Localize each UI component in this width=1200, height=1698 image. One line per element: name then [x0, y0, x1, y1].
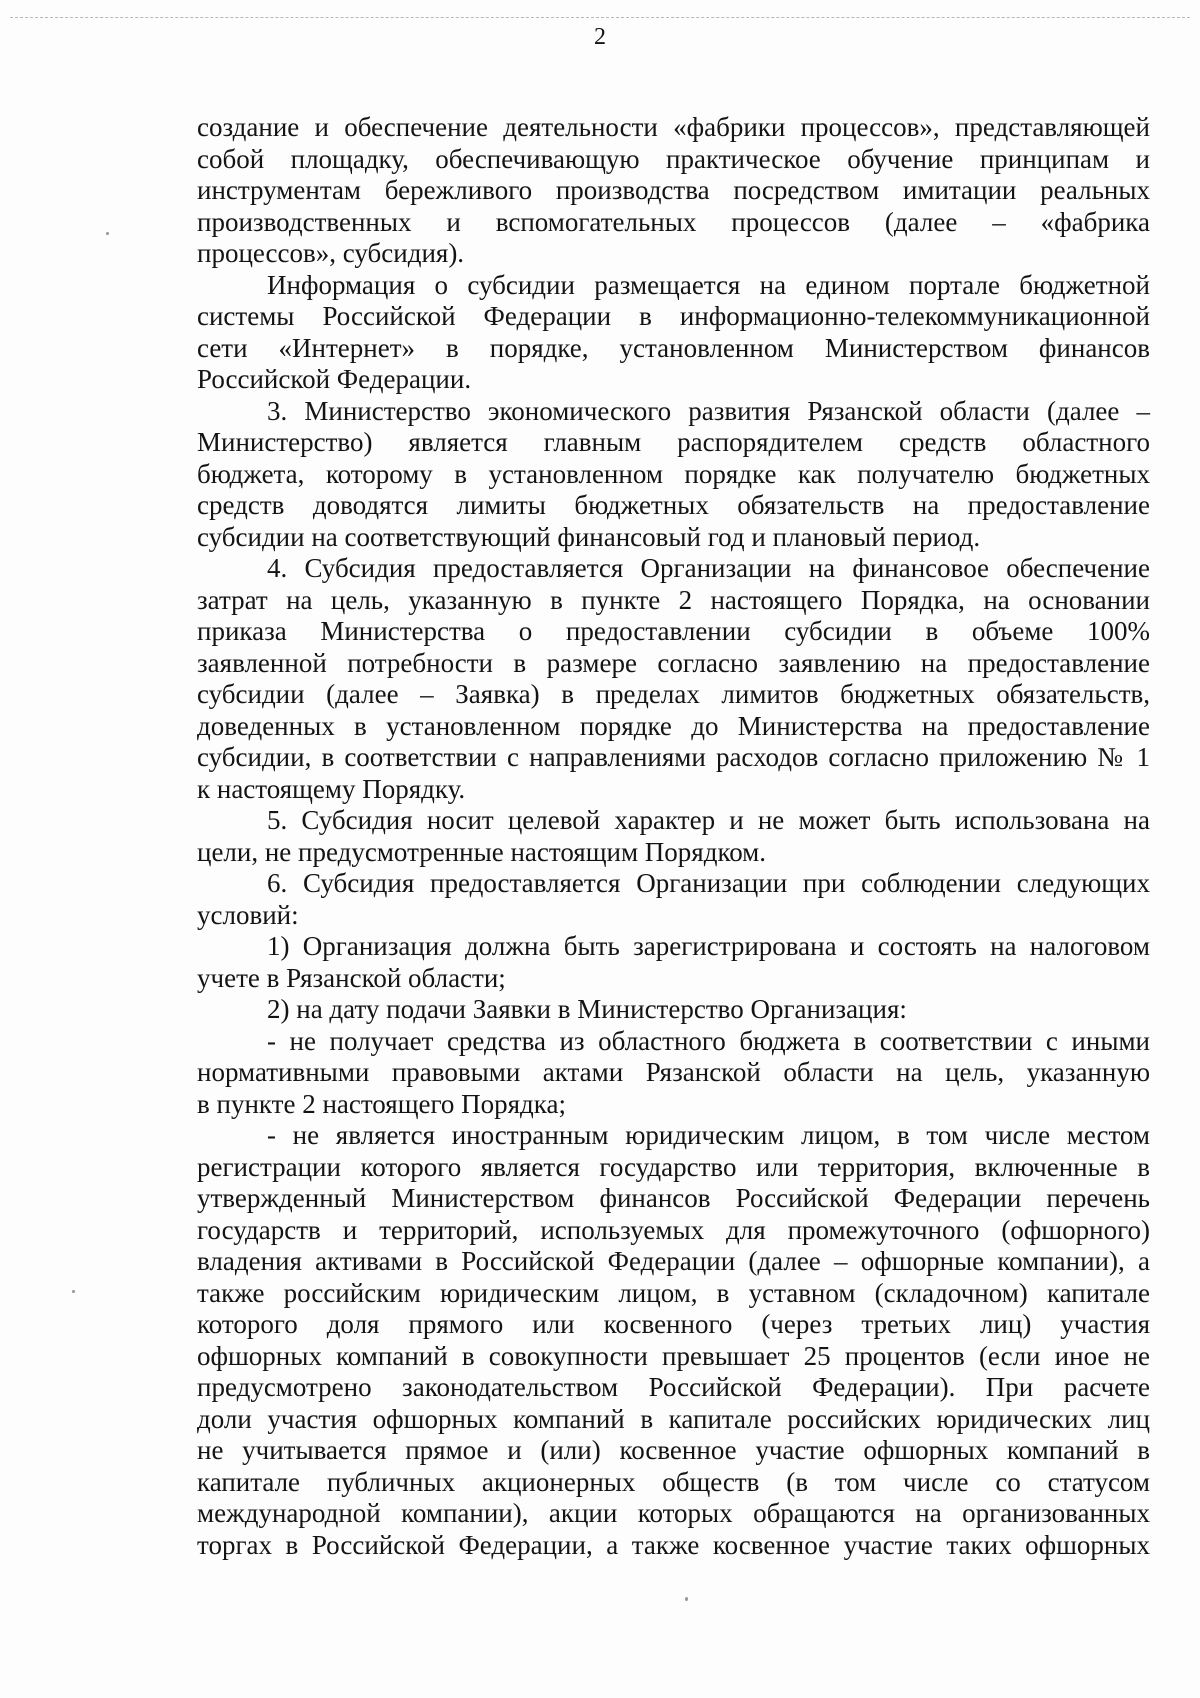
text-line: цели, не предусмотренные настоящим Порядком.	[197, 836, 767, 867]
text-line: условий:	[197, 899, 299, 930]
text-line: нормативными правовыми актами Рязанской области на цель, указанную	[197, 1057, 1150, 1087]
scan-speck	[685, 1597, 688, 1601]
scan-speck	[106, 232, 109, 235]
text-line: капитале публичных акционерных обществ (в том числе со статусом	[197, 1466, 1150, 1497]
text-line: также российским юридическим лицом, в уставном (складочном) капитале	[197, 1277, 1150, 1308]
text-line: доведенных в установленном порядке до Министерства на предоставление	[197, 710, 1150, 741]
text-line: утвержденный Министерством финансов Российской Федерации перечень	[197, 1183, 1150, 1213]
text-line: предусмотрено законодательством Российской Федерации). При расчете	[197, 1372, 1150, 1402]
page-number: 2	[594, 24, 606, 50]
text-line: офшорных компаний в совокупности превышает 25 процентов (если иное не	[197, 1340, 1150, 1371]
text-line: бюджета, которому в установленном порядке как получателю бюджетных	[197, 458, 1150, 489]
text-line: в пункте 2 настоящего Порядка;	[197, 1088, 566, 1119]
text-line: средств доводятся лимиты бюджетных обязательств на предоставление	[197, 490, 1150, 520]
text-line: субсидии, в соответствии с направлениями расходов согласно приложению № 1	[197, 742, 1150, 772]
text-line: инструментам бережливого производства посредством имитации реальных	[197, 175, 1150, 205]
text-line: учете в Рязанской области;	[197, 962, 506, 993]
text-line: владения активами в Российской Федерации (далее – офшорные компании), а	[197, 1246, 1150, 1276]
text-line: сети «Интернет» в порядке, установленном Министерством финансов	[197, 332, 1150, 363]
text-line: субсидии на соответствующий финансовый год и плановый период.	[197, 521, 981, 552]
text-line: 1) Организация должна быть зарегистрирована и состоять на налоговом	[267, 931, 1150, 961]
text-line: - не является иностранным юридическим лицом, в том числе местом	[267, 1120, 1150, 1150]
text-line: субсидии (далее – Заявка) в пределах лимитов бюджетных обязательств,	[197, 679, 1150, 709]
text-line: 3. Министерство экономического развития Рязанской области (далее –	[267, 395, 1150, 426]
text-line: собой площадку, обеспечивающую практическое обучение принципам и	[197, 143, 1150, 174]
text-line: 2) на дату подачи Заявки в Министерство Организация:	[267, 994, 907, 1024]
text-line: международной компании), акции которых обращаются на организованных	[197, 1498, 1150, 1528]
text-line: 6. Субсидия предоставляется Организации при соблюдении следующих	[267, 868, 1150, 898]
text-line: Информация о субсидии размещается на едином портале бюджетной	[267, 269, 1150, 300]
text-line: доли участия офшорных компаний в капитале российских юридических лиц	[197, 1403, 1150, 1434]
text-line: заявленной потребности в размере согласно заявлению на предоставление	[197, 647, 1150, 678]
text-line: затрат на цель, указанную в пункте 2 настоящего Порядка, на основании	[197, 584, 1150, 615]
text-line: производственных и вспомогательных процессов (далее – «фабрика	[197, 206, 1150, 237]
text-line: к настоящему Порядку.	[197, 773, 466, 804]
text-line: Министерство) является главным распорядителем средств областного	[197, 427, 1150, 457]
text-line: государств и территорий, используемых для промежуточного (офшорного)	[197, 1214, 1150, 1245]
document-body	[197, 112, 1150, 1561]
text-line: 5. Субсидия носит целевой характер и не может быть использована на	[267, 805, 1150, 835]
text-line: процессов», субсидия).	[197, 238, 465, 268]
text-line: приказа Министерства о предоставлении субсидии в объеме 100%	[197, 616, 1150, 646]
text-line: не учитывается прямое и (или) косвенное участие офшорных компаний в	[197, 1435, 1150, 1465]
scan-speck	[72, 1290, 75, 1293]
scan-edge-line	[10, 17, 1190, 18]
text-line: торгах в Российской Федерации, а также косвенное участие таких офшорных	[197, 1529, 1150, 1560]
text-line: которого доля прямого или косвенного (через третьих лиц) участия	[197, 1309, 1150, 1339]
text-line: 4. Субсидия предоставляется Организации на финансовое обеспечение	[267, 553, 1150, 583]
text-line: создание и обеспечение деятельности «фабрики процессов», представляющей	[197, 112, 1150, 142]
text-line: - не получает средства из областного бюджета в соответствии с иными	[267, 1025, 1150, 1056]
text-line: регистрации которого является государство или территория, включенные в	[197, 1151, 1150, 1182]
text-line: системы Российской Федерации в информационно-телекоммуникационной	[197, 301, 1150, 331]
text-line: Российской Федерации.	[197, 364, 472, 394]
